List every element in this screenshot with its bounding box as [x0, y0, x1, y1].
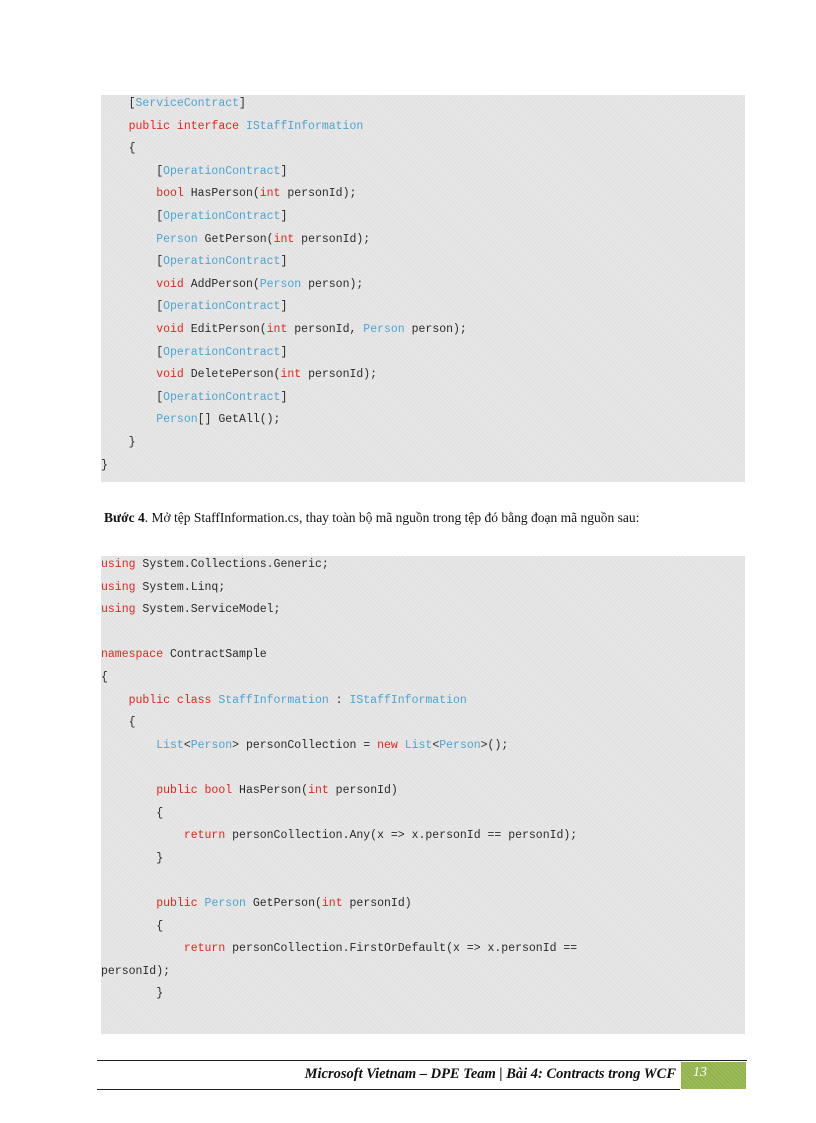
- code-line: [101, 716, 136, 730]
- code-token: }: [101, 436, 136, 449]
- code-token: ]: [239, 97, 246, 110]
- code-token: ServiceContract: [135, 97, 240, 110]
- code-token: void: [156, 323, 184, 336]
- code-token: {: [101, 671, 108, 684]
- code-line: [101, 278, 363, 292]
- code-token: Person: [156, 413, 198, 427]
- code-token: [101, 187, 156, 200]
- code-line: [101, 120, 363, 134]
- code-token: void: [156, 277, 184, 291]
- code-token: personId): [328, 784, 398, 797]
- step-instruction: [104, 510, 639, 526]
- code-token: personId);: [301, 368, 378, 382]
- code-token: System.Collections.Generic;: [135, 558, 329, 571]
- code-token: }: [101, 851, 164, 865]
- code-line: [101, 807, 163, 821]
- code-token: [: [101, 345, 164, 359]
- step-text: . Mở tệp StaffInformation.cs, thay toàn bộ mã nguồn trong tệp đó bằng đoạn mã nguồn sau:: [144, 510, 640, 525]
- page-number-box: [681, 1062, 746, 1089]
- footer-title: Microsoft Vietnam – DPE Team | Bài 4: Contracts trong WCF: [304, 1066, 676, 1082]
- code-token: [101, 278, 156, 291]
- code-token: Person: [363, 323, 405, 336]
- footer-rule-bottom: [97, 1089, 680, 1090]
- code-token: IStaffInformation: [245, 119, 364, 133]
- code-token: List: [156, 738, 184, 752]
- code-line: [101, 323, 467, 337]
- code-token: {: [101, 142, 136, 156]
- code-token: [] GetAll();: [197, 413, 281, 427]
- code-token: [198, 897, 205, 910]
- code-token: Person: [190, 738, 233, 752]
- code-block-interface: [101, 95, 745, 482]
- code-line: [101, 648, 267, 662]
- code-line: [101, 346, 287, 360]
- code-token: DeletePerson(: [183, 368, 281, 382]
- code-line: [101, 581, 225, 595]
- code-token: IStaffInformation: [349, 693, 467, 707]
- code-token: personId);: [294, 232, 371, 246]
- code-line: [101, 603, 280, 617]
- code-token: HasPerson(: [183, 187, 260, 201]
- code-token: [101, 784, 156, 797]
- code-line: [101, 165, 287, 179]
- code-token: Person: [439, 738, 481, 752]
- code-token: ]: [280, 390, 288, 404]
- code-line: [101, 459, 108, 473]
- code-token: using: [101, 558, 136, 571]
- code-token: personId);: [280, 187, 357, 201]
- code-token: ]: [280, 300, 288, 314]
- code-token: {: [101, 716, 136, 730]
- code-token: System.ServiceModel;: [135, 603, 281, 617]
- code-token: [: [101, 300, 164, 314]
- code-token: [101, 323, 156, 336]
- code-line: [101, 142, 136, 156]
- code-token: public: [156, 897, 198, 910]
- code-line: [101, 784, 398, 798]
- code-token: OperationContract: [163, 255, 281, 269]
- code-token: > personCollection =: [232, 738, 378, 752]
- code-line: [101, 965, 170, 979]
- code-token: new: [377, 738, 398, 752]
- code-token: ContractSample: [163, 648, 267, 662]
- code-token: int: [321, 897, 343, 910]
- code-token: }: [101, 987, 164, 1001]
- code-token: public class: [128, 693, 219, 707]
- code-line: [101, 233, 370, 247]
- code-token: [398, 739, 405, 752]
- code-token: int: [308, 784, 329, 797]
- code-token: [101, 368, 156, 381]
- code-token: EditPerson(: [183, 323, 267, 336]
- code-token: ]: [280, 210, 288, 223]
- code-line: [101, 987, 163, 1001]
- code-line: [101, 897, 412, 911]
- code-token: ]: [280, 345, 288, 359]
- code-token: GetPerson(: [245, 897, 322, 910]
- code-token: [101, 829, 184, 842]
- code-token: AddPerson(: [183, 277, 260, 291]
- step-label: Bước 4: [104, 510, 145, 525]
- code-token: }: [101, 458, 108, 472]
- code-token: OperationContract: [163, 210, 281, 223]
- code-token: [101, 942, 184, 955]
- code-line: [101, 187, 356, 201]
- code-token: OperationContract: [163, 390, 281, 404]
- code-token: [: [101, 210, 164, 223]
- code-token: Person: [156, 232, 198, 246]
- code-token: personCollection.FirstOrDefault(x => x.personId ==: [225, 942, 578, 956]
- code-line: [101, 210, 287, 224]
- code-token: public bool: [156, 784, 233, 797]
- code-token: public interface: [128, 119, 246, 133]
- code-token: return: [183, 829, 226, 843]
- code-token: OperationContract: [163, 345, 281, 359]
- code-line: [101, 436, 136, 450]
- code-token: [101, 233, 156, 246]
- code-block-class: [101, 556, 745, 1034]
- code-token: person);: [301, 277, 364, 291]
- code-token: int: [273, 232, 295, 246]
- code-token: OperationContract: [163, 164, 281, 178]
- code-token: GetPerson(: [197, 232, 274, 246]
- code-token: personId,: [287, 323, 364, 336]
- code-line: [101, 920, 163, 934]
- code-token: ]: [280, 255, 288, 269]
- code-token: [101, 897, 156, 910]
- code-token: bool: [156, 187, 184, 201]
- code-token: [101, 120, 129, 133]
- code-line: [101, 255, 287, 269]
- code-line: [101, 852, 163, 866]
- code-token: Person: [204, 897, 246, 910]
- code-token: <: [183, 738, 191, 752]
- code-token: [: [128, 97, 136, 110]
- code-token: int: [266, 323, 288, 336]
- code-token: [: [101, 390, 164, 404]
- code-token: person);: [404, 323, 467, 336]
- code-token: [: [101, 255, 164, 269]
- page-number: 13: [693, 1065, 707, 1080]
- code-token: personId);: [101, 964, 171, 978]
- code-line: [101, 368, 377, 382]
- code-line: [101, 694, 467, 708]
- code-token: StaffInformation: [218, 693, 329, 707]
- code-line: [101, 942, 577, 956]
- code-token: [: [101, 164, 164, 178]
- code-line: [101, 739, 508, 753]
- code-token: >();: [480, 738, 509, 752]
- code-token: :: [328, 693, 350, 707]
- code-token: void: [156, 368, 184, 382]
- code-line: [101, 413, 280, 427]
- code-token: return: [183, 942, 226, 956]
- code-token: ]: [280, 164, 288, 178]
- code-token: int: [259, 187, 281, 201]
- code-token: <: [432, 738, 440, 752]
- code-token: {: [101, 806, 164, 820]
- code-line: [101, 829, 577, 843]
- code-line: [101, 558, 329, 572]
- code-token: OperationContract: [163, 300, 281, 314]
- code-token: namespace: [101, 648, 164, 662]
- code-line: [101, 97, 246, 111]
- code-token: int: [280, 368, 302, 382]
- footer-rule-top: [97, 1060, 747, 1061]
- code-token: personCollection.Any(x => x.personId == personId);: [225, 829, 578, 843]
- code-line: [101, 300, 287, 314]
- code-token: using: [101, 580, 136, 594]
- code-line: [101, 671, 108, 685]
- code-token: [101, 694, 129, 707]
- code-token: [101, 97, 129, 110]
- code-line: [101, 391, 287, 405]
- code-token: List: [404, 738, 433, 752]
- code-token: {: [101, 919, 164, 933]
- code-token: HasPerson(: [232, 784, 309, 797]
- code-token: System.Linq;: [135, 580, 226, 594]
- code-token: Person: [259, 277, 302, 291]
- code-token: [101, 413, 156, 426]
- code-token: personId): [342, 897, 412, 910]
- code-token: [101, 739, 156, 752]
- code-token: using: [101, 603, 136, 617]
